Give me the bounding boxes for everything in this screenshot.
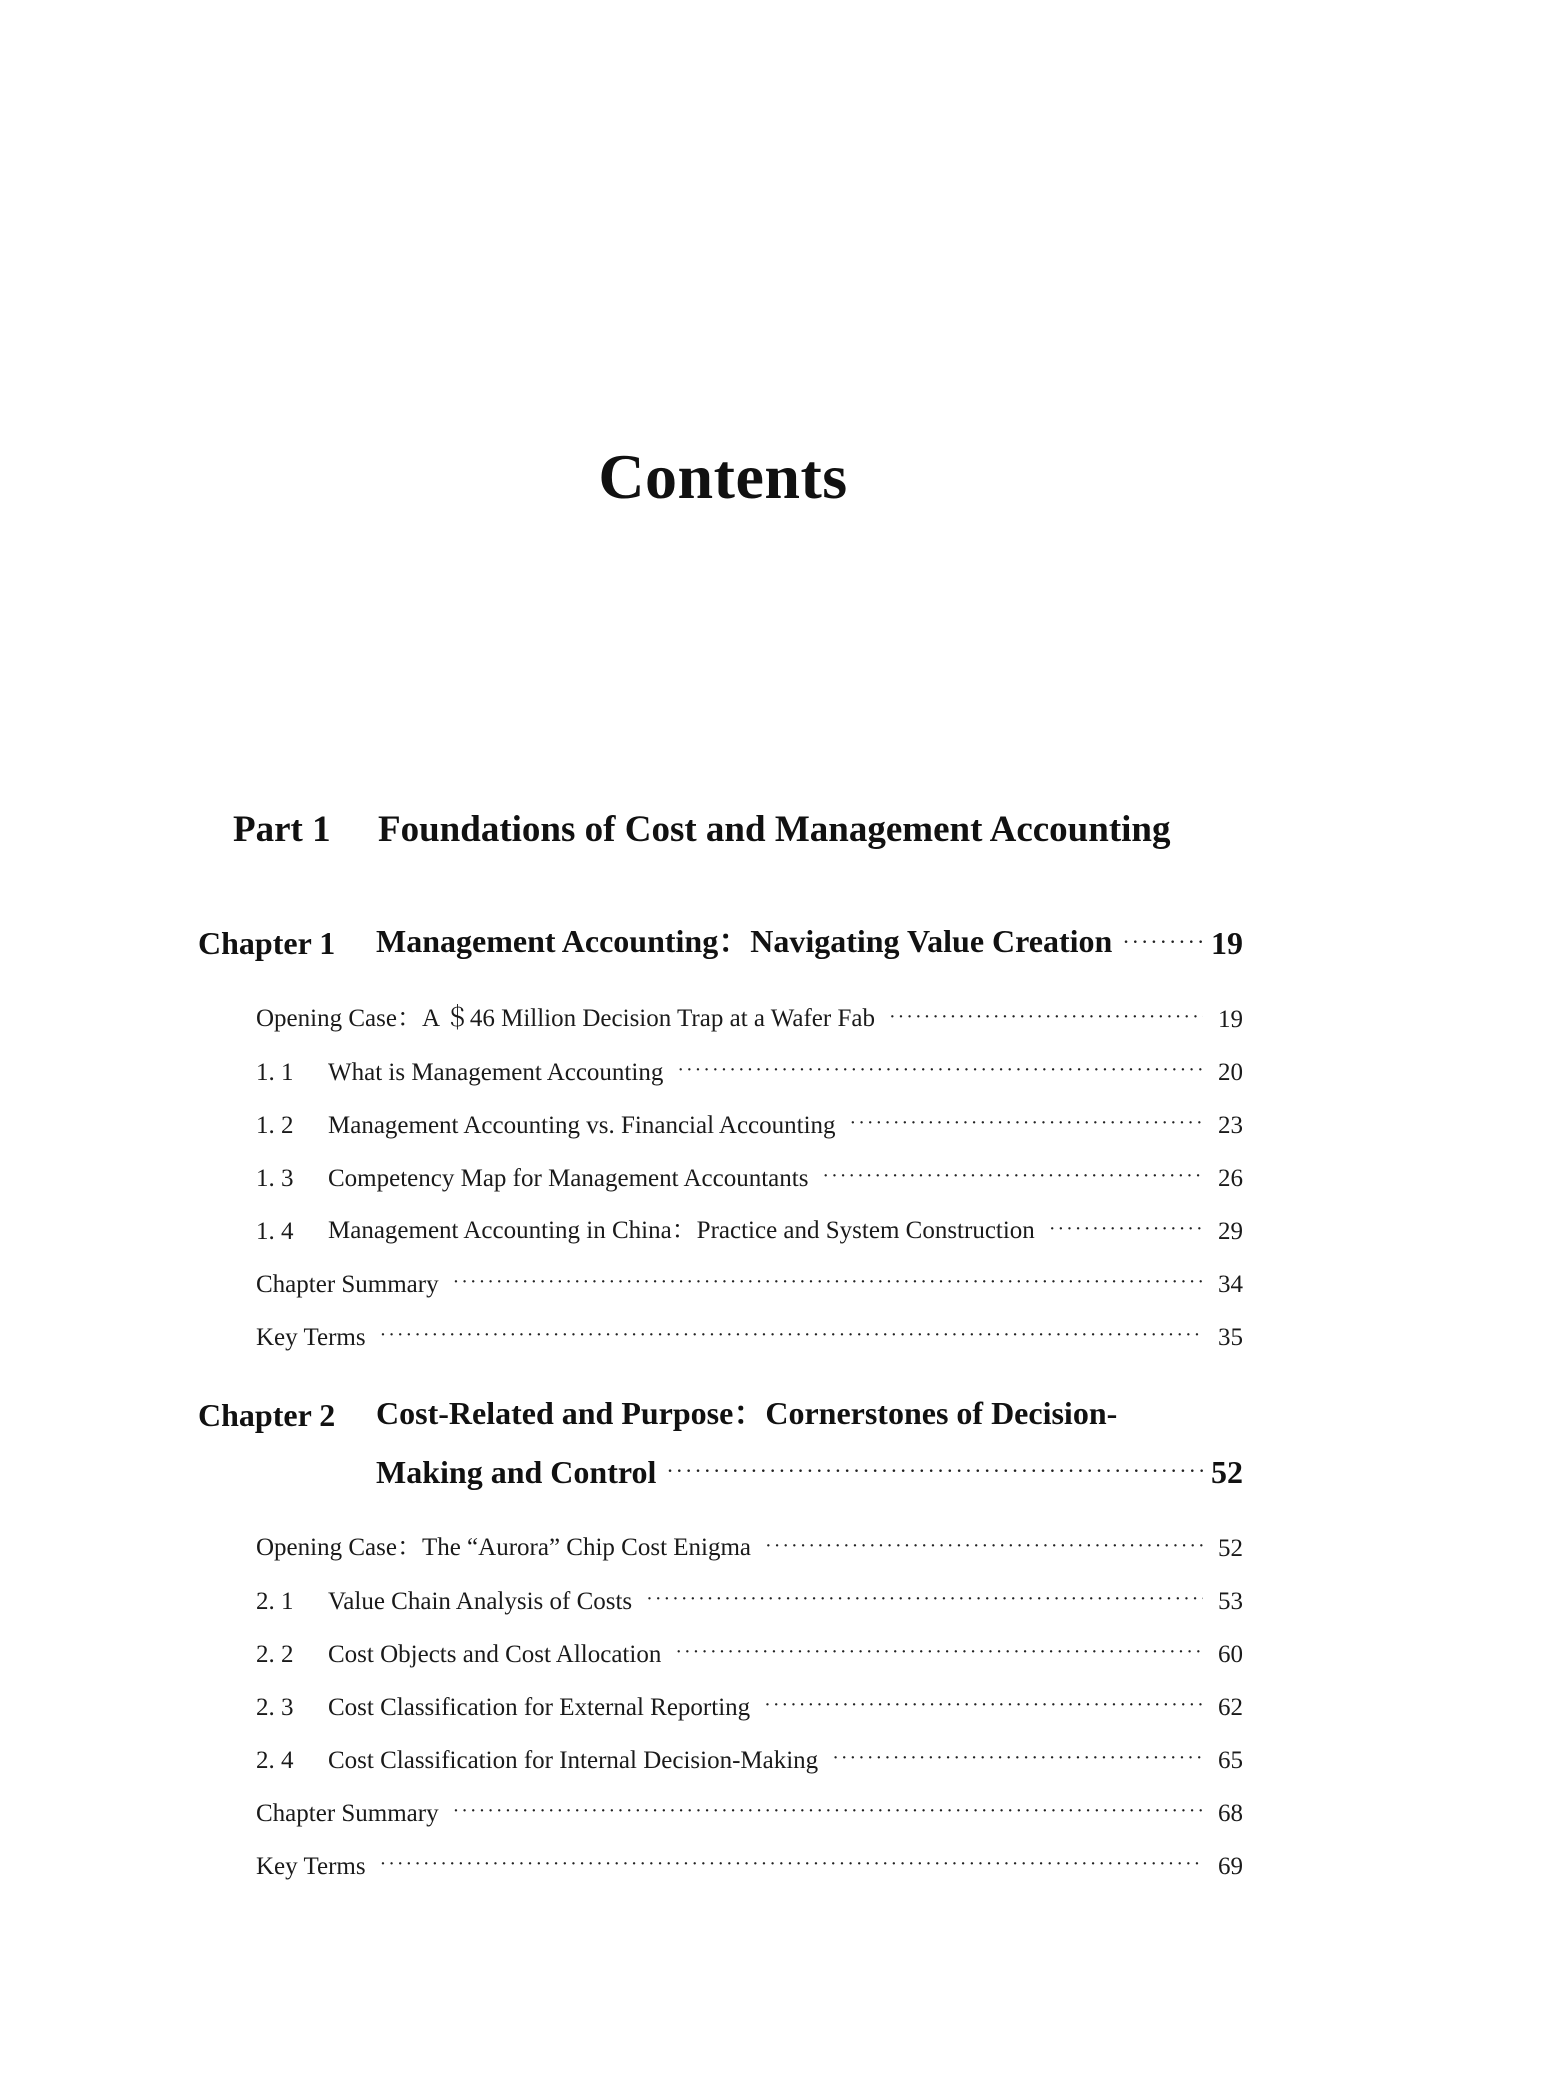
toc-entry[interactable] (256, 1580, 1243, 1616)
toc-entry[interactable] (256, 1051, 1243, 1087)
dot-leader (677, 1060, 1203, 1087)
toc-entry[interactable] (256, 1157, 1243, 1193)
entry-number: 2. 2 (256, 1641, 294, 1668)
dot-leader (380, 1854, 1203, 1881)
entry-title: Key Terms (256, 1324, 366, 1351)
entry-page-number: 69 (1218, 1853, 1243, 1880)
entry-number: 1. 2 (256, 1112, 294, 1139)
entry-page-number: 68 (1218, 1800, 1243, 1827)
toc-entry[interactable] (256, 998, 1243, 1034)
dot-leader (889, 1007, 1203, 1034)
toc-entry[interactable] (256, 1263, 1243, 1299)
entry-title: Value Chain Analysis of Costs (328, 1588, 633, 1615)
entry-number: 1. 3 (256, 1165, 294, 1192)
entry-title: Chapter Summary (256, 1800, 439, 1827)
toc-entry[interactable] (256, 1104, 1243, 1140)
entry-title: Key Terms (256, 1853, 366, 1880)
entry-title: Management Accounting in China：Practice and System Construction (328, 1217, 1035, 1244)
entry-number: 1. 1 (256, 1059, 294, 1086)
dot-leader (1049, 1219, 1203, 1246)
chapter-heading-continued[interactable] (198, 1441, 1243, 1491)
dot-leader (646, 1589, 1203, 1616)
toc-entry[interactable] (256, 1210, 1243, 1246)
entry-number: 2. 1 (256, 1588, 294, 1615)
dot-leader (453, 1801, 1203, 1828)
toc-entry[interactable] (256, 1845, 1243, 1881)
entry-page-number: 34 (1218, 1271, 1243, 1298)
dot-leader (666, 1460, 1203, 1491)
dot-leader (850, 1113, 1203, 1140)
toc-entry[interactable] (256, 1739, 1243, 1775)
dot-leader (1122, 931, 1203, 962)
entry-title: Cost Objects and Cost Allocation (328, 1641, 662, 1668)
entry-title: Opening Case：A ＄46 Million Decision Trap at a Wafer Fab (256, 1005, 875, 1032)
dot-leader (675, 1642, 1203, 1669)
part-title: Foundations of Cost and Management Accounting (378, 809, 1171, 850)
part-heading (233, 808, 1171, 851)
entry-title: Competency Map for Management Accountants (328, 1165, 809, 1192)
entry-page-number: 23 (1218, 1112, 1243, 1139)
dot-leader (453, 1272, 1203, 1299)
entry-title: What is Management Accounting (328, 1059, 664, 1086)
chapter-title-line2: Making and Control (376, 1454, 657, 1490)
entry-number: 2. 4 (256, 1747, 294, 1774)
toc-entry[interactable] (256, 1316, 1243, 1352)
entry-number: 1. 4 (256, 1218, 294, 1245)
entry-page-number: 35 (1218, 1324, 1243, 1351)
entry-page-number: 65 (1218, 1747, 1243, 1774)
chapter-heading[interactable] (198, 912, 1243, 962)
toc-entry[interactable] (256, 1527, 1243, 1563)
toc-entry[interactable] (256, 1686, 1243, 1722)
chapter-number: Chapter 1 (198, 925, 336, 961)
dot-leader (765, 1536, 1203, 1563)
toc-entry[interactable] (256, 1792, 1243, 1828)
entry-page-number: 20 (1218, 1059, 1243, 1086)
entry-title: Chapter Summary (256, 1271, 439, 1298)
entry-title: Management Accounting vs. Financial Accounting (328, 1112, 836, 1139)
chapter-number: Chapter 2 (198, 1397, 336, 1433)
entry-number: 2. 3 (256, 1694, 294, 1721)
part-number: Part 1 (233, 809, 331, 850)
toc-entry[interactable] (256, 1633, 1243, 1669)
entry-title: Cost Classification for External Reporting (328, 1694, 751, 1721)
dot-leader (764, 1695, 1203, 1722)
entry-page-number: 19 (1218, 1006, 1243, 1033)
chapter-title: Management Accounting：Navigating Value Creation (376, 923, 1113, 959)
entry-page-number: 29 (1218, 1218, 1243, 1245)
chapter-page-number: 52 (1211, 1454, 1243, 1490)
chapter-heading[interactable] (198, 1384, 1243, 1434)
entry-page-number: 62 (1218, 1694, 1243, 1721)
entry-page-number: 53 (1218, 1588, 1243, 1615)
entry-title: Cost Classification for Internal Decision-Making (328, 1747, 819, 1774)
dot-leader (822, 1166, 1203, 1193)
entry-page-number: 26 (1218, 1165, 1243, 1192)
entry-title: Opening Case：The “Aurora” Chip Cost Enigma (256, 1534, 752, 1561)
chapter-page-number: 19 (1211, 925, 1243, 961)
dot-leader (832, 1748, 1203, 1775)
entry-page-number: 52 (1218, 1535, 1243, 1562)
dot-leader (380, 1325, 1203, 1352)
page-title: Contents (598, 441, 848, 512)
entry-page-number: 60 (1218, 1641, 1243, 1668)
chapter-title-line1: Cost-Related and Purpose：Cornerstones of Decision- (376, 1395, 1118, 1431)
